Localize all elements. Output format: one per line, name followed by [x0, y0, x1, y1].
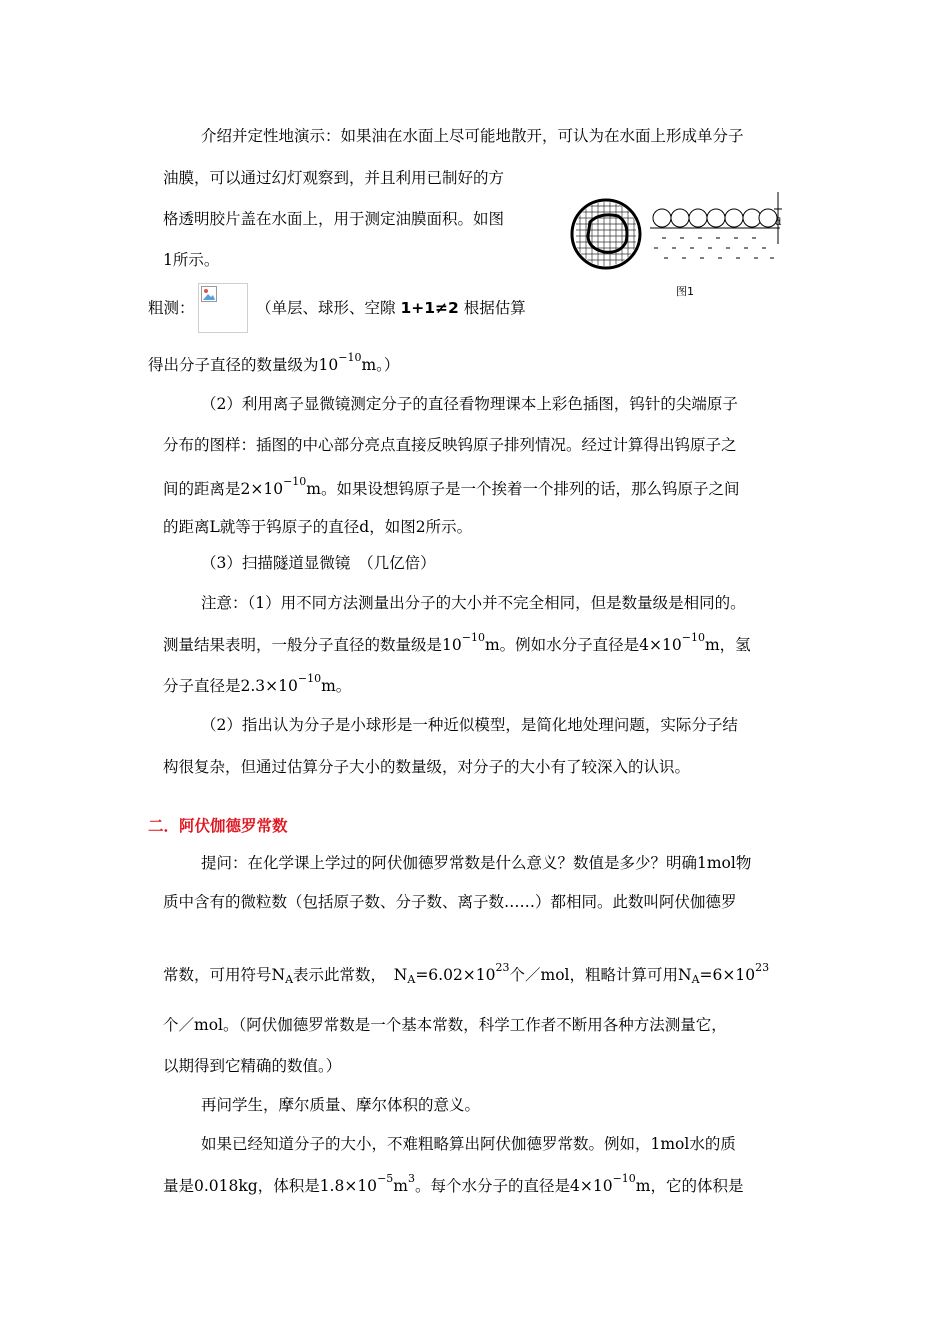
paragraph-line: 的距离L就等于钨原子的直径d，如图2所示。 [163, 518, 473, 536]
paragraph-line: 再问学生，摩尔质量、摩尔体积的意义。 [201, 1096, 481, 1114]
paragraph-line: 1所示。 [163, 251, 220, 269]
paragraph-line: 注意：（1）用不同方法测量出分子的大小并不完全相同，但是数量级是相同的。 [201, 594, 746, 612]
paragraph-line: （2）指出认为分子是小球形是一种近似模型，是简化地处理问题，实际分子结 [201, 716, 738, 734]
paragraph-line: 如果已经知道分子的大小，不难粗略算出阿伏伽德罗常数。例如，1mol水的质 [201, 1135, 736, 1153]
broken-image-icon [198, 283, 248, 333]
paragraph-line: 格透明胶片盖在水面上，用于测定油膜面积。如图 [163, 210, 505, 228]
paragraph-line: 分子直径是$2.3\times 10^{-10}m$。 [163, 672, 352, 695]
rough-bold: 1+1≠2 [400, 299, 459, 317]
rough-line-2: 得出分子直径的数量级为$10^{-10}m$。） [148, 351, 400, 374]
paragraph-line: 构很复杂，但通过估算分子大小的数量级，对分子的大小有了较深入的认识。 [163, 758, 691, 776]
paragraph-line: 个／mol。（阿伏伽德罗常数是一个基本常数，科学工作者不断用各种方法测量它， [163, 1016, 727, 1034]
paragraph-line: 提问：在化学课上学过的阿伏伽德罗常数是什么意义？数值是多少？明确1mol物 [201, 854, 752, 872]
paragraph-line: 量是0.018kg，体积是$1.8\times 10^{-5}m^3$。每个水分子的直径是$4\times 10^{-10}m$，它的体积是 [163, 1172, 744, 1195]
paragraph-line: 分布的图样：插图的中心部分亮点直接反映钨原子排列情况。经过计算得出钨原子之 [163, 436, 737, 454]
paragraph-line: 以期得到它精确的数值。） [163, 1057, 342, 1075]
paragraph-line: 间的距离是$2\times 10^{-10}m$。如果设想钨原子是一个挨着一个排列的话，那么钨原子之间 [163, 475, 740, 498]
paragraph-line: 介绍并定性地演示：如果油在水面上尽可能地散开，可认为在水面上形成单分子 [201, 127, 744, 145]
paragraph-line: （3）扫描隧道显微镜 （几亿倍） [201, 554, 436, 572]
d-label: d [775, 217, 782, 228]
figure-1-caption: 图1 [676, 285, 694, 298]
paragraph-line: 质中含有的微粒数（包括原子数、分子数、离子数……）都相同。此数叫阿伏伽德罗 [163, 893, 737, 911]
paragraph-line: 油膜，可以通过幻灯观察到，并且利用已制好的方 [163, 169, 505, 187]
rough-paren: （单层、球形、空隙 [256, 299, 396, 317]
rough-tail: 根据估算 [463, 299, 526, 317]
section-heading: 二．阿伏伽德罗常数 [148, 817, 288, 835]
rough-text [256, 301, 526, 317]
rough-label: 粗测： [148, 299, 195, 317]
paragraph-line: （2）利用离子显微镜测定分子的直径看物理课本上彩色插图，钨针的尖端原子 [201, 395, 738, 413]
paragraph-line: 测量结果表明，一般分子直径的数量级是$10^{-10}m$。例如水分子直径是$4\times 10^{-10}m$，氢 [163, 631, 751, 654]
paragraph-line: 常数，可用符号$N_A$表示此常数， $N_A=6.02\times 10^{23}$个／mol，粗略计算可用$N_A=6\times 10^{23}$ [163, 961, 770, 986]
figure-1-oil-film-diagram [570, 188, 790, 282]
